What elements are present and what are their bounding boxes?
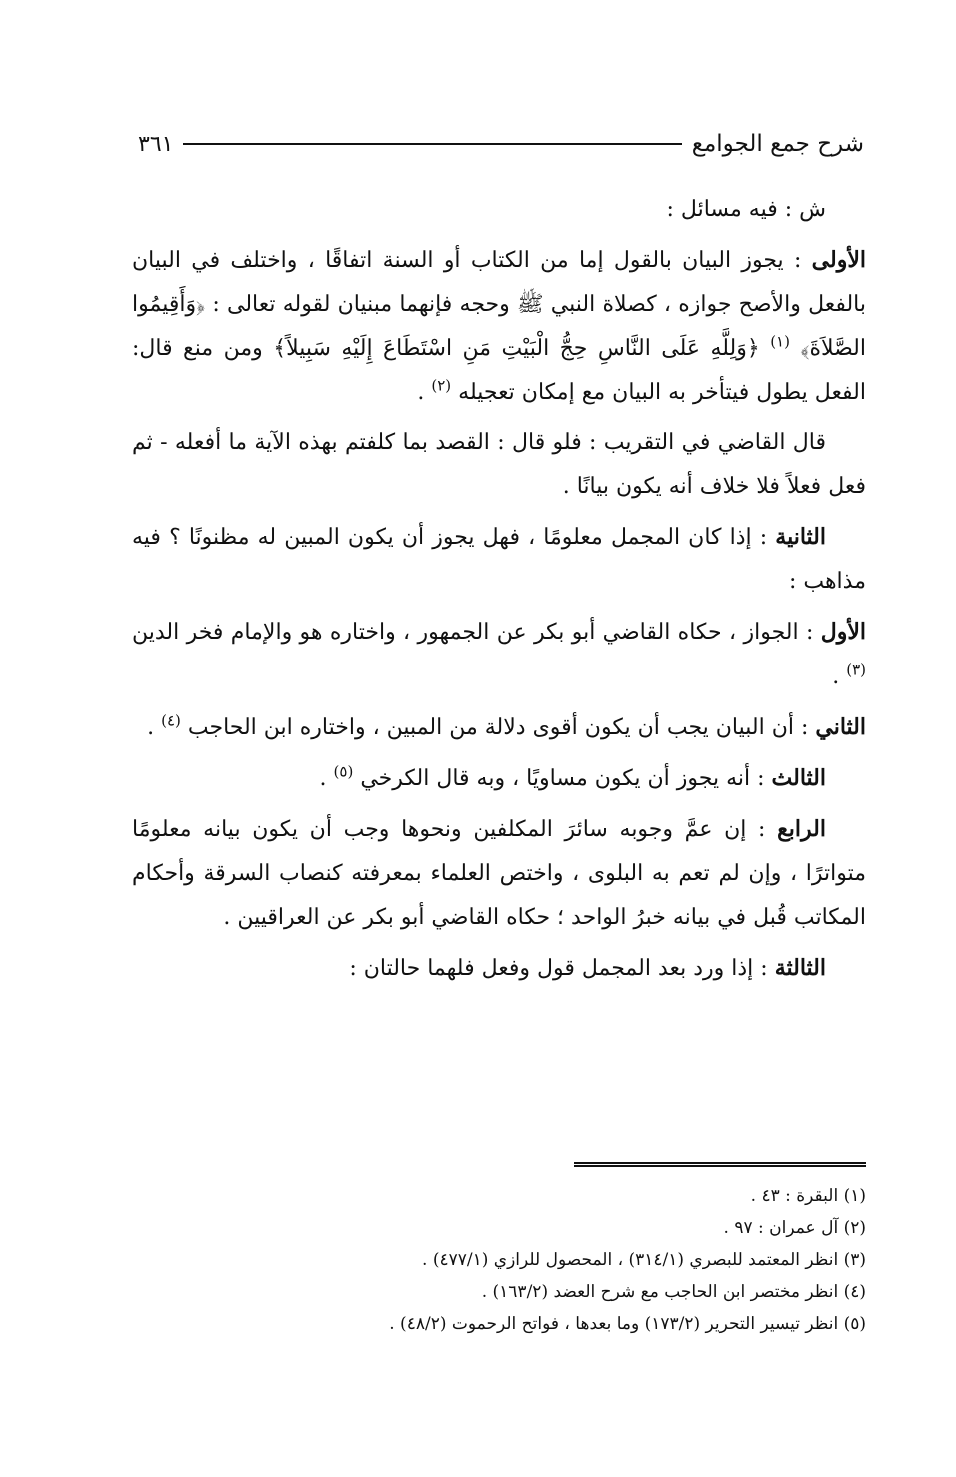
footnote-2: (٢) آل عمران : ٩٧ .	[723, 1218, 866, 1238]
opinion-2-text: : أن البيان يجب أن يكون أقوى دلالة من المبين ، واختاره ابن الحاجب	[180, 715, 816, 740]
third-text: : إذا ورد بعد المجمل قول وفعل فلهما حالتان :	[349, 956, 775, 981]
footnote-ref-5: (٥)	[333, 762, 354, 781]
footnotes	[150, 1180, 866, 1340]
paragraph-opinion-1	[132, 610, 866, 699]
opinion-1-text: : الجواز ، حكاه القاضي أبو بكر عن الجمهور ، واختاره هو والإمام فخر الدين	[132, 620, 821, 645]
page-header	[138, 124, 864, 164]
paragraph-opinion-3	[132, 756, 866, 801]
running-title: شرح جمع الجوامع	[691, 131, 864, 157]
footnote-ref-4: (٤)	[161, 711, 181, 730]
intro-text: ش : فيه مسائل :	[666, 197, 826, 222]
opinion-3-end: .	[319, 766, 334, 791]
footnote-5: (٥) انظر تيسير التحرير (١٧٣/٢) وما بعدها ، فواتح الرحموت (٤٨/٢) .	[389, 1314, 866, 1334]
footnote-4: (٤) انظر مختصر ابن الحاجب مع شرح العضد (١٦٣/٢) .	[481, 1282, 866, 1302]
footnote-ref-2: (٢)	[431, 376, 452, 395]
paragraph-first	[132, 238, 866, 415]
opinion-2-end: .	[147, 715, 162, 740]
footnote-3: (٣) انظر المعتمد للبصري (٣١٤/١) ، المحصول للرازي (٤٧٧/١) .	[422, 1250, 866, 1270]
opinion-4-text: : إن عمَّ وجوبه سائرَ المكلفين ونحوها وجب أن يكون بيانه معلومًا متواترًا ، وإن لم تعم به البلوى ، واختص العلماء بمعرفته كنصاب السرقة وأحكام المكاتب قُبل في بيانه خبرُ الواحد ؛ حكاه القاضي أبو بكر عن العراقيين .	[132, 817, 866, 930]
paragraph-intro	[132, 188, 866, 232]
heading-opinion-2: الثاني	[815, 714, 866, 740]
first-text: : يجوز البيان بالقول إما من الكتاب أو السنة اتفاقًا ، واختلف في البيان بالفعل والأصح جوازه ، كصلاة النبي ﷺ وحجه فإنهما مبنيان لقوله تعالى : ﴿وَأَقِيمُوا الصَّلاَةَ﴾	[132, 248, 866, 361]
page-number: ٣٦١	[138, 131, 174, 157]
footnote-ref-1: (١)	[770, 332, 790, 351]
heading-opinion-1: الأول	[820, 619, 866, 645]
heading-second: الثانية	[775, 524, 826, 550]
main-text	[132, 188, 866, 997]
heading-opinion-3: الثالث	[771, 765, 826, 791]
paragraph-qadi	[132, 421, 866, 509]
footnote-1: (١) البقرة : ٤٣ .	[750, 1186, 866, 1206]
second-text: : إذا كان المجمل معلومًا ، فهل يجوز أن يكون المبين له مظنونًا ؟ فيه مذاهب :	[132, 525, 866, 594]
paragraph-third	[132, 946, 866, 991]
paragraph-opinion-2	[132, 705, 866, 750]
opinion-1-end: .	[832, 664, 847, 689]
opinion-3-text: : أنه يجوز أن يكون مساويًا ، وبه قال الكرخي	[353, 766, 772, 791]
footnote-separator	[574, 1162, 866, 1167]
heading-third: الثالثة	[774, 955, 826, 981]
qadi-text: قال القاضي في التقريب : فلو قال : القصد بما كلفتم بهذه الآية ما أفعله - ثم فعل فعلاً فلا خلاف أنه يكون بيانًا .	[132, 430, 866, 499]
heading-first: الأولى	[811, 247, 866, 273]
footnote-ref-3: (٣)	[846, 660, 866, 679]
heading-opinion-4: الرابع	[777, 816, 826, 842]
first-text-2: ﴿وَلِلَّهِ عَلَى النَّاسِ حِجُّ الْبَيْتِ مَنِ اسْتَطَاعَ إِلَيْهِ سَبِيلاً﴾ ومن منع قال: الفعل يطول فيتأخر به البيان مع إمكان تعجيله	[132, 336, 866, 405]
paragraph-second	[132, 515, 866, 604]
header-rule	[183, 143, 681, 145]
paragraph-opinion-4	[132, 807, 866, 940]
first-end: .	[417, 380, 432, 405]
